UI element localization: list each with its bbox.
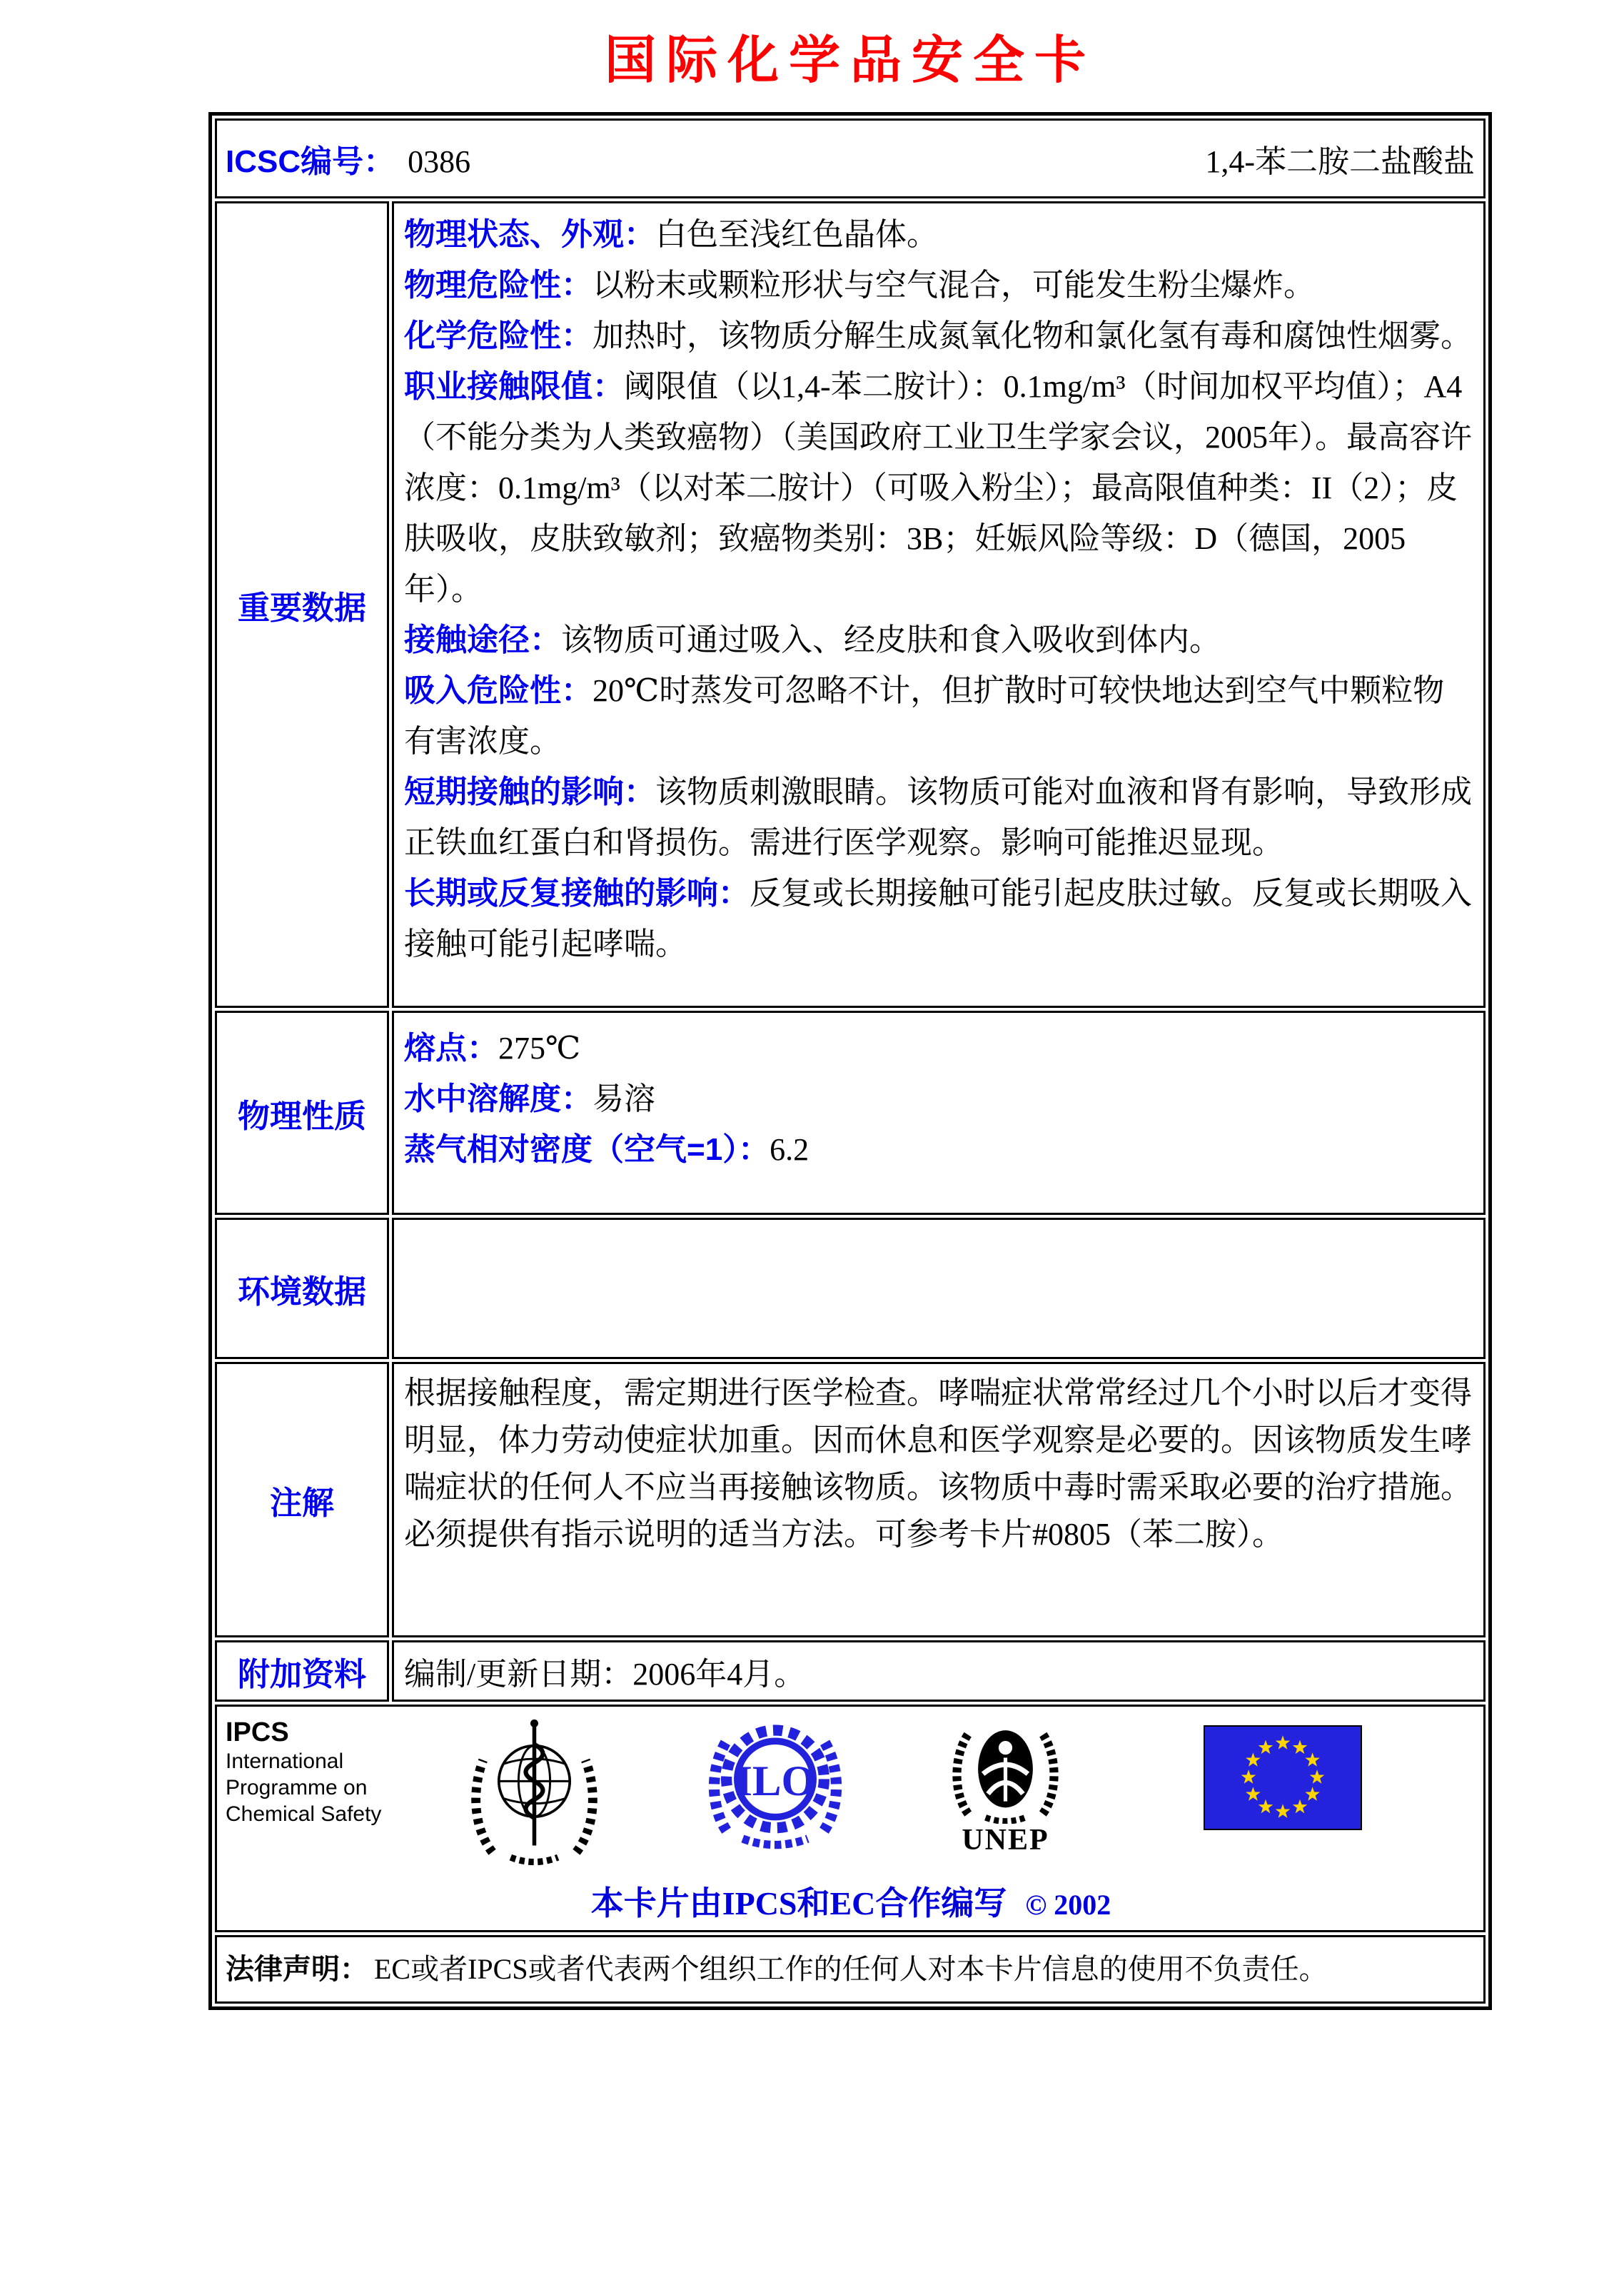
paragraph [404,1023,1473,1074]
field-label: 接触途径： [404,622,561,657]
who-logo-icon [468,1718,600,1870]
field-value: 6.2 [770,1132,810,1167]
field-label: 水中溶解度： [404,1081,592,1116]
section-notes [215,1362,1486,1637]
field-value: 编制/更新日期：2006年4月。 [404,1657,806,1692]
footer-caption [226,1877,1476,1924]
section-label: 附加资料 [237,1655,366,1692]
paragraph [404,260,1473,311]
logos-cell [215,1705,1486,1932]
legal-row [215,1935,1486,2004]
section-environmental-data [215,1218,1486,1359]
legal-text: EC或者IPCS或者代表两个组织工作的任何人对本卡片信息的使用不负责任。 [374,1953,1328,1985]
page-title: 国际化学品安全卡 [604,32,1096,89]
field-value: 20℃时蒸发可忽略不计，但扩散时可较快地达到空气中颗粒物有害浓度。 [404,673,1445,759]
section-physical-properties [215,1011,1486,1215]
ipcs-line: Chemical Safety [226,1802,382,1826]
logos-row [215,1705,1486,1932]
header-cell [215,118,1486,198]
paragraph [404,1370,1473,1558]
field-label: 物理状态、外观： [404,217,655,252]
ipcs-line: Programme on [226,1776,368,1799]
section-label: 重要数据 [237,589,366,626]
paragraph [404,1074,1473,1124]
field-label: 蒸气相对密度（空气=1）： [404,1132,770,1167]
field-value: 根据接触程度，需定期进行医学检查。哮喘症状常常经过几个小时以后才变得明显，体力劳动使症状加重。因而休息和医学观察是必要的。因该物质发生哮喘症状的任何人不应当再接触该物质。该物质中毒时需采取必要的治疗措施。必须提供有指示说明的适当方法。可参考卡片#0805（苯二胺）。 [404,1375,1472,1552]
paragraph [404,361,1473,615]
copyright-text: © 2002 [1025,1889,1111,1921]
legal-label: 法律声明： [226,1954,368,1985]
paragraph [404,1124,1473,1175]
ipcs-acronym: IPCS [226,1717,289,1747]
field-value: 阈限值（以1,4-苯二胺计）：0.1mg/m³（时间加权平均值）；A4（不能分类为人类致癌物）（美国政府工业卫生学家会议，2005年）。最高容许浓度：0.1mg/m³（以对苯二胺计）（可吸入粉尘）；最高限值种类：II（2）；皮肤吸收，皮肤致敏剂；致癌物类别：3B；妊娠风险等级：D（德国，2005年）。 [404,369,1472,607]
paragraph [404,767,1473,868]
eu-flag-icon [1204,1725,1362,1834]
section-content [392,1011,1486,1215]
section-content [392,1362,1486,1637]
substance-name: 1,4-苯二胺二盐酸盐 [1205,144,1475,179]
legal-cell [215,1935,1486,2004]
caption-text: 本卡片由IPCS和EC合作编写 [590,1885,1007,1922]
section-label-cell [215,1011,389,1215]
field-label: 熔点： [404,1031,498,1066]
section-content [392,1640,1486,1702]
paragraph [404,311,1473,361]
section-important-data [215,201,1486,1008]
paragraph [404,665,1473,767]
field-label: 职业接触限值： [404,369,624,404]
field-label: 化学危险性： [404,318,592,353]
section-label-cell [215,1218,389,1359]
ipcs-line: International [226,1750,344,1773]
paragraph [404,1648,805,1694]
icsc-number-group [226,136,470,181]
field-value: 白色至浅红色晶体。 [655,217,938,252]
field-value: 275℃ [498,1031,581,1066]
section-label-cell [215,1640,389,1702]
field-label: 物理危险性： [404,268,592,303]
field-value: 该物质可通过吸入、经皮肤和食入吸收到体内。 [561,622,1221,657]
section-content [392,201,1486,1008]
section-label-cell [215,201,389,1008]
icsc-number-label: ICSC编号： [226,144,395,179]
section-label: 环境数据 [237,1273,366,1310]
section-label-cell [215,1362,389,1637]
section-label: 物理性质 [237,1097,366,1134]
header-row [215,118,1486,198]
field-value: 以粉末或颗粒形状与空气混合，可能发生粉尘爆炸。 [592,268,1315,303]
section-content [392,1218,1486,1359]
field-label: 长期或反复接触的影响： [404,876,750,911]
unep-wordmark: UNEP [962,1824,1049,1857]
field-value: 该物质刺激眼睛。该物质可能对血液和肾有影响，导致形成正铁血红蛋白和肾损伤。需进行医学观察。影响可能推迟显现。 [404,774,1472,860]
field-value: 反复或长期接触可能引起皮肤过敏。反复或长期吸入接触可能引起哮喘。 [404,876,1472,961]
ipcs-text-block [226,1717,418,1827]
section-label: 注解 [269,1484,334,1521]
unep-logo-icon [943,1717,1068,1857]
paragraph [404,209,1473,260]
paragraph [404,868,1473,969]
paragraph [404,615,1473,665]
field-value: 加热时，该物质分解生成氮氧化物和氯化氢有毒和腐蚀性烟雾。 [592,318,1472,353]
field-label: 吸入危险性： [404,673,592,708]
icsc-card [208,112,1492,2010]
logos-strip [226,1717,1476,1870]
ilo-logo-icon [707,1717,843,1856]
field-label: 短期接触的影响： [404,774,655,809]
field-value: 易溶 [592,1081,655,1116]
ilo-letters: ILO [735,1757,815,1806]
icsc-number-value: 0386 [408,144,471,179]
section-additional-info [215,1640,1486,1702]
